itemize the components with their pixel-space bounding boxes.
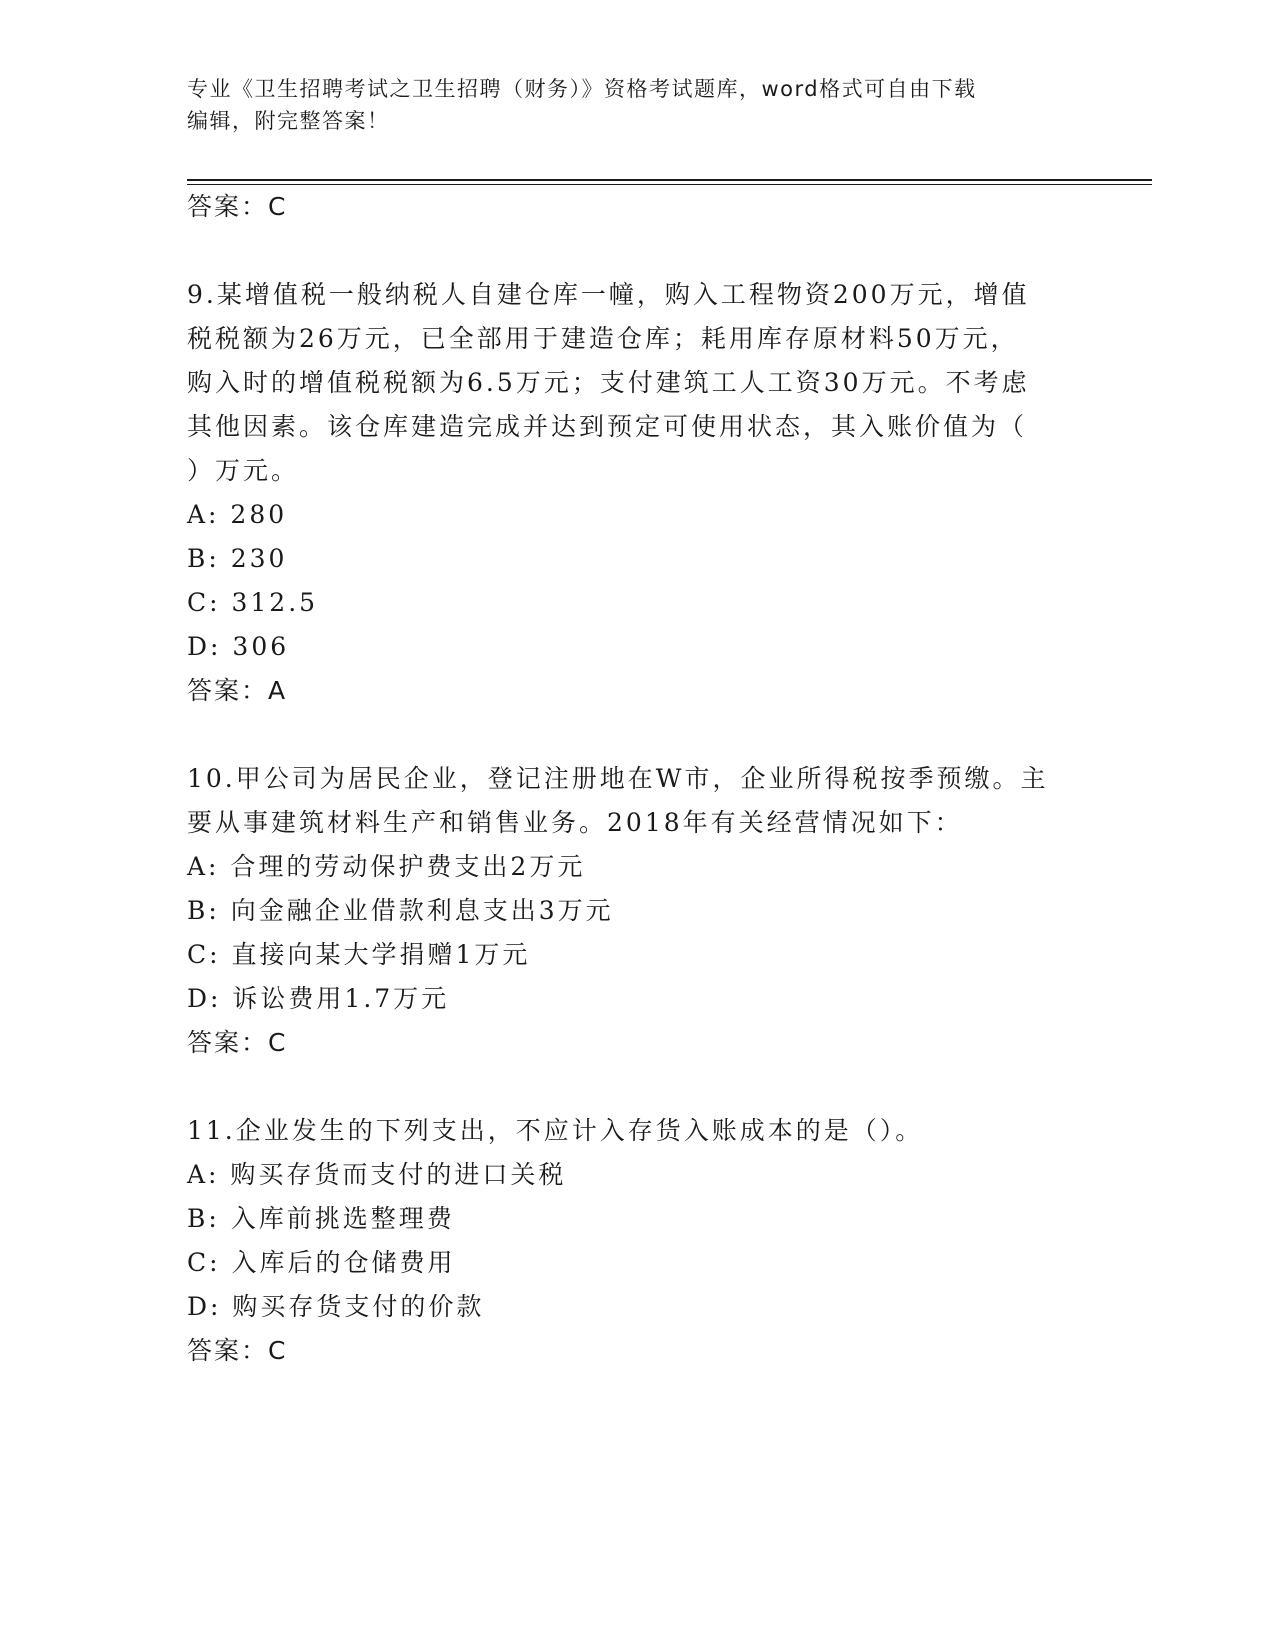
q11-option-a: A: 购买存货而支付的进口关税 <box>187 1160 567 1189</box>
q9-text-line-5: ）万元。 <box>187 456 300 485</box>
q9-option-d: D: 306 <box>187 632 290 661</box>
header-rule-thin <box>187 184 1152 185</box>
q11-text-line-1: 11.企业发生的下列支出，不应计入存货入账成本的是（）。 <box>187 1116 924 1145</box>
q9-text-line-1: 9.某增值税一般纳税人自建仓库一幢，购入工程物资200万元，增值 <box>187 280 1030 309</box>
q10-option-d: D: 诉讼费用1.7万元 <box>187 984 450 1013</box>
q10-option-c: C: 直接向某大学捐赠1万元 <box>187 940 531 969</box>
q11-option-b: B: 入库前挑选整理费 <box>187 1204 455 1233</box>
q9-text-line-4: 其他因素。该仓库建造完成并达到预定可使用状态，其入账价值为（ <box>187 412 1028 441</box>
q9-option-a: A: 280 <box>187 500 288 529</box>
q9-option-b: B: 230 <box>187 544 288 573</box>
q10-answer: 答案：C <box>187 1028 288 1057</box>
q11-answer: 答案：C <box>187 1336 288 1365</box>
q10-option-a: A: 合理的劳动保护费支出2万元 <box>187 852 586 881</box>
previous-answer: 答案：C <box>187 192 288 221</box>
header-line-1: 专业《卫生招聘考试之卫生招聘（财务）》资格考试题库，word格式可自由下载 <box>187 77 977 101</box>
header-rule-thick <box>187 179 1152 181</box>
header-line-2: 编辑，附完整答案！ <box>187 109 390 133</box>
q11-option-c: C: 入库后的仓储费用 <box>187 1248 456 1277</box>
q10-option-b: B: 向金融企业借款利息支出3万元 <box>187 896 614 925</box>
q10-text-line-2: 要从事建筑材料生产和销售业务。2018年有关经营情况如下： <box>187 808 963 837</box>
q9-option-c: C: 312.5 <box>187 588 319 617</box>
q11-option-d: D: 购买存货支付的价款 <box>187 1292 485 1321</box>
q9-text-line-3: 购入时的增值税税额为6.5万元；支付建筑工人工资30万元。不考虑 <box>187 368 1030 397</box>
q9-text-line-2: 税税额为26万元，已全部用于建造仓库；耗用库存原材料50万元， <box>187 324 1019 353</box>
q9-answer: 答案：A <box>187 676 288 705</box>
page-header <box>187 73 1067 137</box>
q10-text-line-1: 10.甲公司为居民企业，登记注册地在W市，企业所得税按季预缴。主 <box>187 764 1049 793</box>
